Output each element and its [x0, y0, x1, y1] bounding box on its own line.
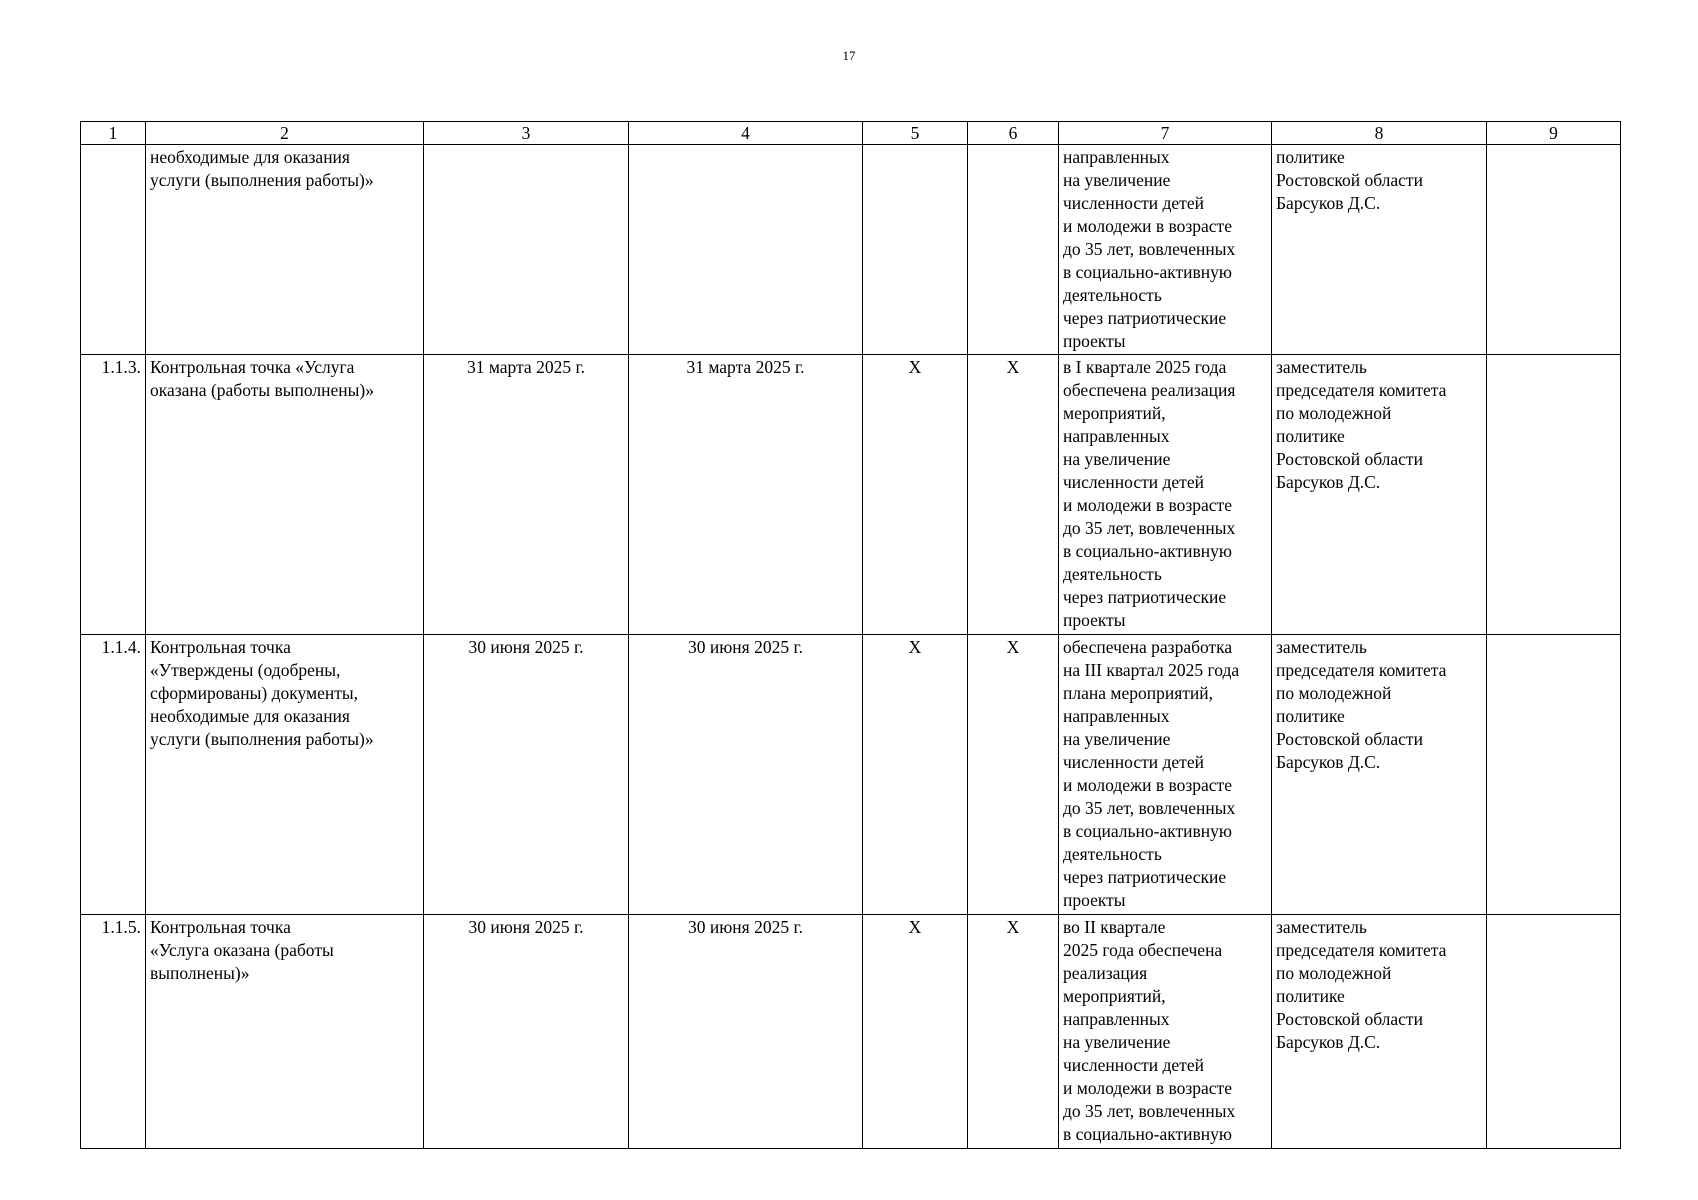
- start-date: 30 июня 2025 г.: [424, 915, 629, 1149]
- column-number-row: [81, 122, 1621, 145]
- start-date: [424, 145, 629, 355]
- column-6-value: [968, 145, 1059, 355]
- column-5-value: [863, 145, 968, 355]
- responsible-person: заместитель председателя комитета по молодежной политике Ростовской области Барсуков Д.С.: [1272, 635, 1487, 915]
- result-description: направленных на увеличение численности детей и молодежи в возрасте до 35 лет, вовлеченных в социально-активную деятельность через патриотические проекты: [1059, 145, 1272, 355]
- column-number: 6: [968, 122, 1059, 145]
- column-9-value: [1487, 355, 1621, 635]
- column-number: 4: [629, 122, 863, 145]
- responsible-person: политике Ростовской области Барсуков Д.С.: [1272, 145, 1487, 355]
- end-date: 31 марта 2025 г.: [629, 355, 863, 635]
- column-5-value: Х: [863, 915, 968, 1149]
- column-9-value: [1487, 915, 1621, 1149]
- table-row: [81, 915, 1621, 1149]
- column-number: 9: [1487, 122, 1621, 145]
- result-description: обеспечена разработка на III квартал 2025 года плана мероприятий, направленных на увеличение численности детей и молодежи в возрасте до 35 лет, вовлеченных в социально-активную деятельность через патриотические проекты: [1059, 635, 1272, 915]
- column-number: 1: [81, 122, 146, 145]
- row-number: 1.1.3.: [81, 355, 146, 635]
- column-number: 3: [424, 122, 629, 145]
- responsible-person: заместитель председателя комитета по молодежной политике Ростовской области Барсуков Д.С.: [1272, 355, 1487, 635]
- result-description: во II квартале 2025 года обеспечена реализация мероприятий, направленных на увеличение численности детей и молодежи в возрасте до 35 лет, вовлеченных в социально-активную: [1059, 915, 1272, 1149]
- column-number: 2: [146, 122, 424, 145]
- result-description: в I квартале 2025 года обеспечена реализация мероприятий, направленных на увеличение численности детей и молодежи в возрасте до 35 лет, вовлеченных в социально-активную деятельность через патриотические проекты: [1059, 355, 1272, 635]
- column-6-value: Х: [968, 355, 1059, 635]
- control-point-name: Контрольная точка «Услуга оказана (работы выполнены)»: [146, 355, 424, 635]
- column-9-value: [1487, 635, 1621, 915]
- control-point-name: Контрольная точка «Утверждены (одобрены, сформированы) документы, необходимые для оказания услуги (выполнения работы)»: [146, 635, 424, 915]
- control-point-name: Контрольная точка «Услуга оказана (работы выполнены)»: [146, 915, 424, 1149]
- column-9-value: [1487, 145, 1621, 355]
- page-number: 17: [842, 48, 856, 63]
- column-number: 8: [1272, 122, 1487, 145]
- column-5-value: Х: [863, 635, 968, 915]
- start-date: 31 марта 2025 г.: [424, 355, 629, 635]
- end-date: 30 июня 2025 г.: [629, 635, 863, 915]
- column-number: 5: [863, 122, 968, 145]
- row-number: [81, 145, 146, 355]
- row-number: 1.1.4.: [81, 635, 146, 915]
- column-6-value: Х: [968, 915, 1059, 1149]
- table-row: [81, 635, 1621, 915]
- table-row: [81, 355, 1621, 635]
- column-6-value: Х: [968, 635, 1059, 915]
- table-row: [81, 145, 1621, 355]
- start-date: 30 июня 2025 г.: [424, 635, 629, 915]
- control-point-name: необходимые для оказания услуги (выполнения работы)»: [146, 145, 424, 355]
- end-date: [629, 145, 863, 355]
- column-number: 7: [1059, 122, 1272, 145]
- column-5-value: Х: [863, 355, 968, 635]
- control-points-table: [80, 121, 1621, 1149]
- end-date: 30 июня 2025 г.: [629, 915, 863, 1149]
- responsible-person: заместитель председателя комитета по молодежной политике Ростовской области Барсуков Д.С.: [1272, 915, 1487, 1149]
- row-number: 1.1.5.: [81, 915, 146, 1149]
